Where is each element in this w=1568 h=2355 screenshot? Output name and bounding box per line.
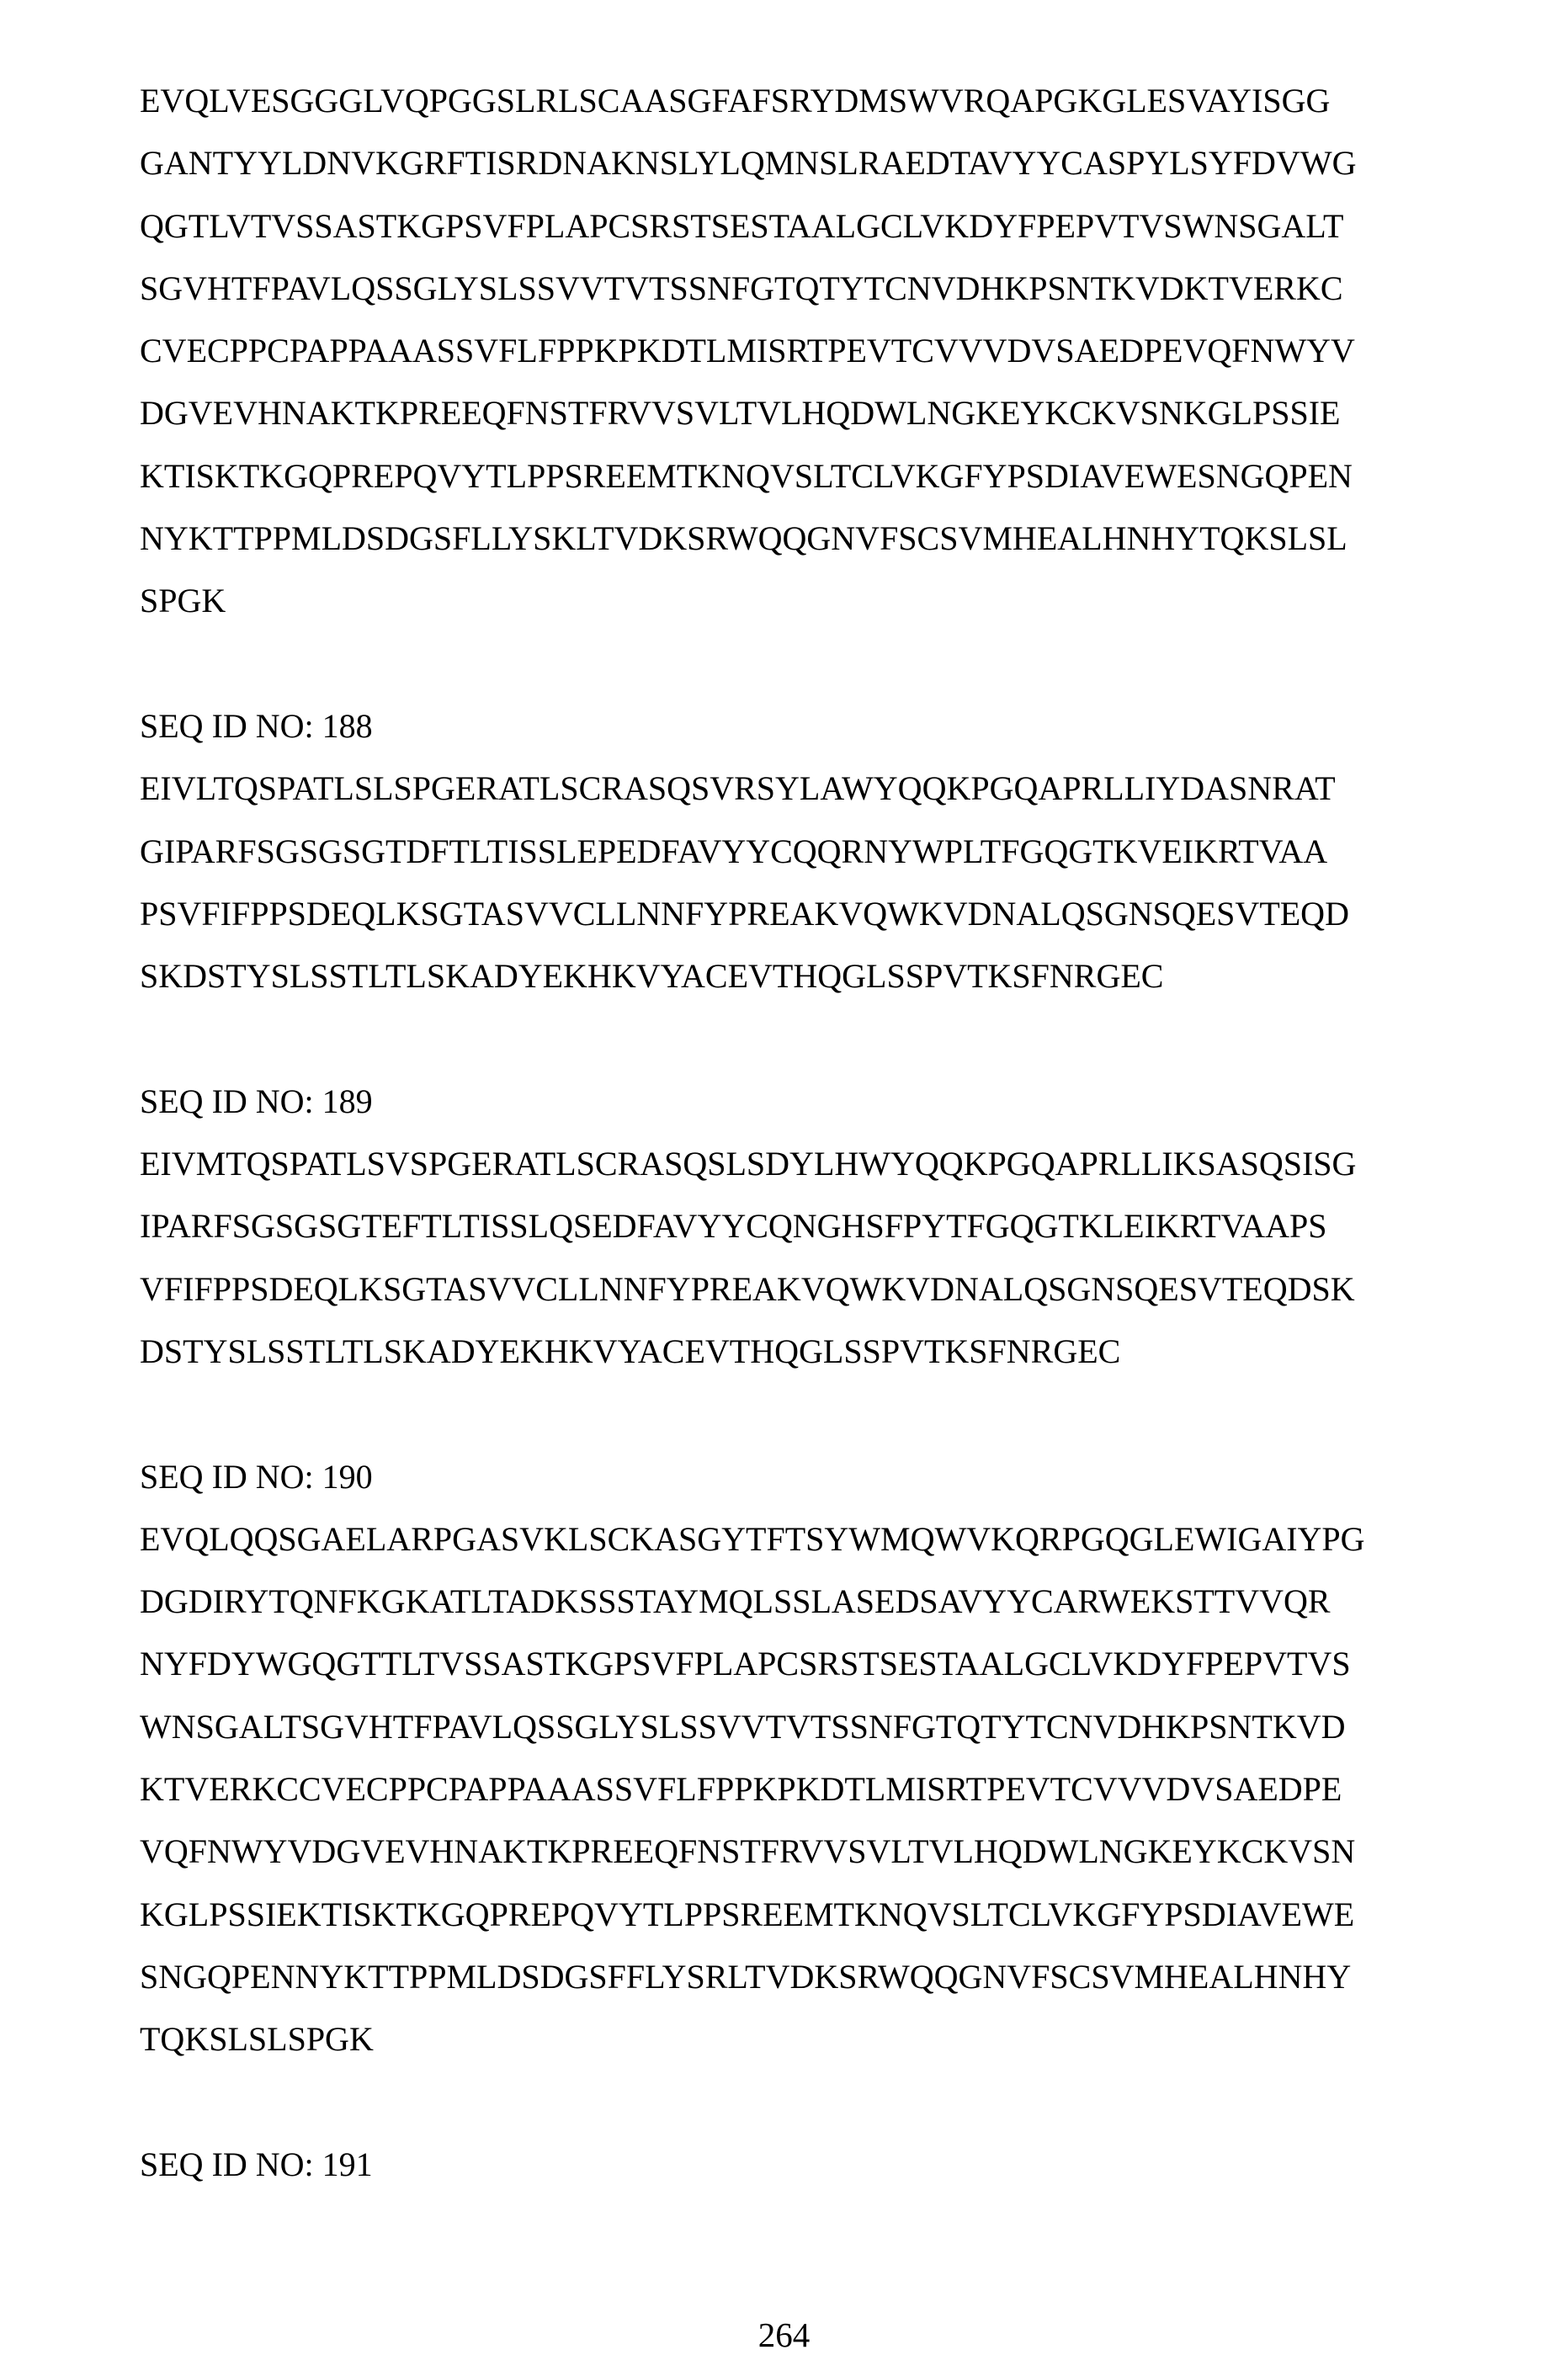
sequence-line: NYFDYWGQGTTLTVSSASTKGPSVFPLAPCSRSTSESTAALGCLVKDYFPEPVTVS bbox=[140, 1633, 1365, 1695]
sequence-line: IPARFSGSGSGTEFTLTISSLQSEDFAVYYCQNGHSFPYTFGQGTKLEIKRTVAAPS bbox=[140, 1195, 1365, 1257]
sequence-line: SPGK bbox=[140, 570, 1365, 632]
sequence-line: SNGQPENNYKTTPPMLDSDGSFFLYSRLTVDKSRWQQGNVFSCSVMHEALHNHY bbox=[140, 1946, 1365, 2008]
document-body bbox=[140, 70, 1365, 2196]
spacer bbox=[140, 2071, 1365, 2134]
sequence-block-continued bbox=[140, 70, 1365, 633]
sequence-line: NYKTTPPMLDSDGSFLLYSKLTVDKSRWQQGNVFSCSVMHEALHNHYTQKSLSL bbox=[140, 508, 1365, 570]
sequence-block-188 bbox=[140, 695, 1365, 1007]
spacer bbox=[140, 1007, 1365, 1070]
sequence-heading: SEQ ID NO: 189 bbox=[140, 1071, 1365, 1133]
sequence-heading: SEQ ID NO: 191 bbox=[140, 2134, 1365, 2196]
sequence-line: QGTLVTVSSASTKGPSVFPLAPCSRSTSESTAALGCLVKDYFPEPVTVSWNSGALT bbox=[140, 195, 1365, 258]
sequence-line: EVQLVESGGGLVQPGGSLRLSCAASGFAFSRYDMSWVRQAPGKGLESVAYISGG bbox=[140, 70, 1365, 132]
sequence-line: KGLPSSIEKTISKTKGQPREPQVYTLPPSREEMTKNQVSLTCLVKGFYPSDIAVEWE bbox=[140, 1884, 1365, 1946]
sequence-line: EIVMTQSPATLSVSPGERATLSCRASQSLSDYLHWYQQKPGQAPRLLIKSASQSISG bbox=[140, 1133, 1365, 1195]
sequence-line: DGVEVHNAKTKPREEQFNSTFRVVSVLTVLHQDWLNGKEYKCKVSNKGLPSSIE bbox=[140, 382, 1365, 444]
sequence-line: KTISKTKGQPREPQVYTLPPSREEMTKNQVSLTCLVKGFYPSDIAVEWESNGQPEN bbox=[140, 445, 1365, 508]
sequence-block-189 bbox=[140, 1071, 1365, 1383]
sequence-line: SKDSTYSLSSTLTLSKADYEKHKVYACEVTHQGLSSPVTKSFNRGEC bbox=[140, 945, 1365, 1007]
page-number: 264 bbox=[0, 2315, 1568, 2355]
sequence-heading: SEQ ID NO: 188 bbox=[140, 695, 1365, 758]
sequence-line: GANTYYLDNVKGRFTISRDNAKNSLYLQMNSLRAEDTAVYYCASPYLSYFDVWG bbox=[140, 132, 1365, 194]
sequence-line: KTVERKCCVECPPCPAPPAAASSVFLFPPKPKDTLMISRTPEVTCVVVDVSAEDPE bbox=[140, 1758, 1365, 1821]
sequence-line: DGDIRYTQNFKGKATLTADKSSSTAYMQLSSLASEDSAVYYCARWEKSTTVVQR bbox=[140, 1571, 1365, 1633]
sequence-heading: SEQ ID NO: 190 bbox=[140, 1446, 1365, 1508]
sequence-line: CVECPPCPAPPAAASSVFLFPPKPKDTLMISRTPEVTCVVVDVSAEDPEVQFNWYV bbox=[140, 320, 1365, 382]
sequence-line: EIVLTQSPATLSLSPGERATLSCRASQSVRSYLAWYQQKPGQAPRLLIYDASNRAT bbox=[140, 758, 1365, 820]
spacer bbox=[140, 633, 1365, 695]
sequence-line: WNSGALTSGVHTFPAVLQSSGLYSLSSVVTVTSSNFGTQTYTCNVDHKPSNTKVD bbox=[140, 1696, 1365, 1758]
sequence-line: VFIFPPSDEQLKSGTASVVCLLNNFYPREAKVQWKVDNALQSGNSQESVTEQDSK bbox=[140, 1258, 1365, 1321]
sequence-line: VQFNWYVDGVEVHNAKTKPREEQFNSTFRVVSVLTVLHQDWLNGKEYKCKVSN bbox=[140, 1821, 1365, 1883]
sequence-line: PSVFIFPPSDEQLKSGTASVVCLLNNFYPREAKVQWKVDNALQSGNSQESVTEQD bbox=[140, 883, 1365, 945]
sequence-line: TQKSLSLSPGK bbox=[140, 2008, 1365, 2071]
sequence-block-191 bbox=[140, 2134, 1365, 2196]
sequence-line: SGVHTFPAVLQSSGLYSLSSVVTVTSSNFGTQTYTCNVDHKPSNTKVDKTVERKC bbox=[140, 258, 1365, 320]
sequence-line: GIPARFSGSGSGTDFTLTISSLEPEDFAVYYCQQRNYWPLTFGQGTKVEIKRTVAA bbox=[140, 821, 1365, 883]
sequence-line: EVQLQQSGAELARPGASVKLSCKASGYTFTSYWMQWVKQRPGQGLEWIGAIYPG bbox=[140, 1508, 1365, 1571]
spacer bbox=[140, 1383, 1365, 1445]
sequence-line: DSTYSLSSTLTLSKADYEKHKVYACEVTHQGLSSPVTKSFNRGEC bbox=[140, 1321, 1365, 1383]
sequence-block-190 bbox=[140, 1446, 1365, 2071]
